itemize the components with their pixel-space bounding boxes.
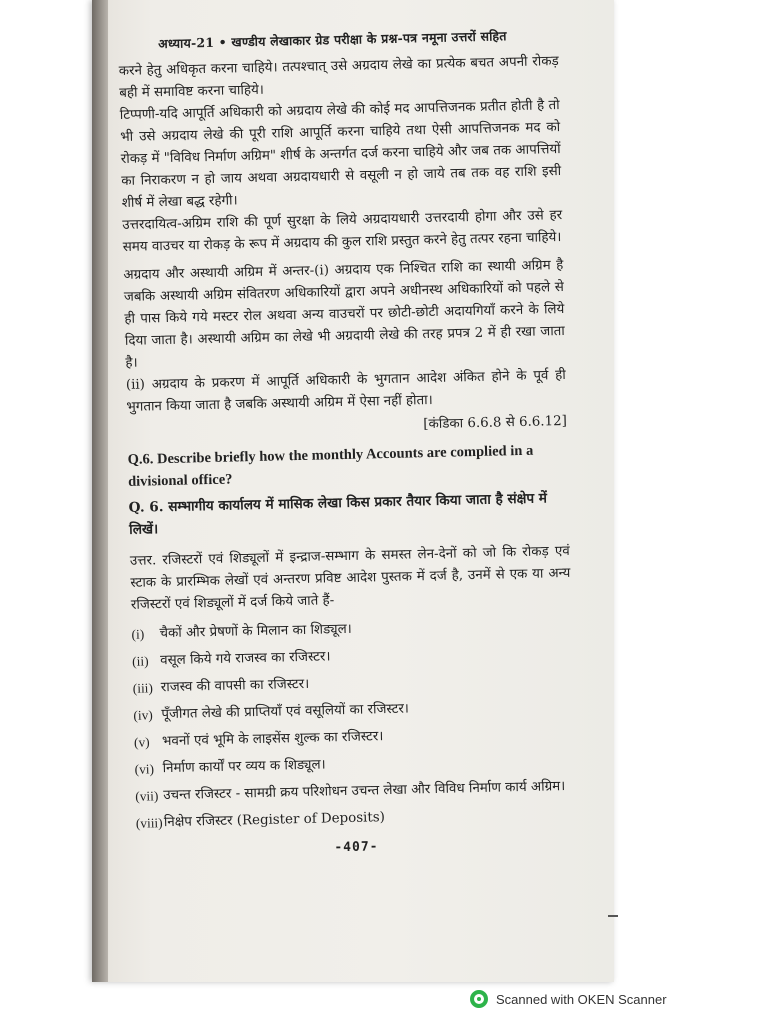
page-number: -407- — [334, 839, 379, 856]
list-item-number: (v) — [133, 734, 150, 750]
section-reference: [कंडिका 6.6.8 से 6.6.12] — [423, 413, 568, 433]
paragraph-difference-ii: (ii) अग्रदाय के प्रकरण में आपूर्ति अधिकारी के भुगतान आदेश अंकित होने के पूर्व ही भुगतान किया जाता है जबकि अस्थायी अग्रिम में ऐसा नहीं होता। — [125, 367, 566, 415]
answer-intro: उत्तर. रजिस्टरों एवं शिड्यूलों में इन्द्राज-सम्भाग के समस्त लेन-देनों को जो कि रोकड़ एवं स्टाक के प्रारम्भिक लेखों एवं अन्तरण प्रविष्ट आदेश पुस्तक में दर्ज है, उनमें से एक या अन्य रजिस्टरों एवं शिड्यूलों में दर्ज किये जाते हैं- — [129, 543, 571, 613]
list-item-number: (ii) — [132, 653, 149, 669]
list-item-number: (i) — [131, 626, 145, 642]
list-item-text: पूँजीगत लेखे की प्राप्तियाँ एवं वसूलियों का रजिस्टर। — [161, 701, 410, 723]
question-hindi: Q. 6. सम्भागीय कार्यालय में मासिक लेखा किस प्रकार तैयार किया जाता है संक्षेप में लिखें। — [128, 490, 548, 538]
list-item-number: (iv) — [133, 707, 153, 723]
paragraph-difference: अग्रदाय और अस्थायी अग्रिम में अन्तर-(i) अग्रदाय एक निश्चित राशि का स्थायी अग्रिम है जबकि अस्थायी अग्रिम संवितरण अधिकारियों द्वारा अपने अधीनस्थ अधिकारियों को पहले से ही पास किये गये मस्टर रोल अथवा अन्य वाउचरों पर छोटी-छोटी अदायगियाँ करने के लिये दिया जाता है। अस्थायी अग्रिम का लेखे भी अग्रदायी लेखे की तरह प्रपत्र 2 में ही रखा जाता है। — [123, 257, 565, 371]
list-item-text: निक्षेप रजिस्टर (Register of Deposits) — [163, 810, 386, 831]
paragraph-1: करने हेतु अधिकृत करना चाहिये। तत्पश्चात् उसे अग्रदाय लेखे का प्रत्येक बचत अपनी रोकड़ बही में समाविष्ट करना चाहिये। — [118, 54, 559, 101]
page-gutter-shadow — [92, 0, 108, 982]
list-item-number: (vi) — [134, 761, 155, 777]
list-item-text: उचन्त रजिस्टर - सामग्री क्रय परिशोधन उचन्त लेखा और विविध निर्माण कार्य अग्रिम। — [163, 779, 566, 804]
list-item-text: निर्माण कार्यों पर व्यय क शिड्यूल। — [162, 757, 326, 777]
list-item-text: राजस्व की वापसी का रजिस्टर। — [160, 676, 310, 696]
list-item-number: (viii) — [135, 815, 163, 831]
paragraph-note: टिप्पणी-यदि आपूर्ति अधिकारी को अग्रदाय लेखे की कोई मद आपत्तिजनक प्रतीत होती है तो भी उसे अग्रदाय लेखे की पूरी राशि आपूर्ति करना चाहिये तथा ऐसी आपत्तिजनक मद को रोकड़ में "विविध निर्माण अग्रिम" शीर्ष के अन्तर्गत दर्ज करना चाहिये और जब तक आपत्तियों का निराकरण न हो जाय अथवा अग्रदायधारी से वसूली न हो जाये तब तक वह राशि इसी शीर्ष में लेखा बद्ध रहेगी। — [119, 97, 562, 211]
running-header: अध्याय-21 • खण्डीय लेखाकार ग्रेड परीक्षा के प्रश्न-पत्र नमूना उत्तरों सहित — [158, 28, 507, 52]
list-item-number: (vii) — [135, 788, 159, 804]
page-mark — [608, 915, 618, 917]
question-english: Q.6. Describe briefly how the monthly Accounts are complied in a divisional office? — [127, 442, 534, 490]
page-content — [118, 26, 577, 860]
register-list — [131, 611, 576, 837]
list-item-text: वसूल किये गये राजस्व का रजिस्टर। — [160, 649, 331, 669]
scanner-label: Scanned with OKEN Scanner — [496, 991, 667, 1007]
paragraph-responsibility: उत्तरदायित्व-अग्रिम राशि की पूर्ण सुरक्षा के लिये अग्रदायधारी उत्तरदायी होगा और उसे हर समय वाउचर या रोकड़ के रूप में अग्रदाय की कुल राशि प्रस्तुत करने हेतु तत्पर रहना चाहिये। — [122, 207, 563, 255]
list-item-number: (iii) — [132, 680, 154, 696]
oken-scanner-icon — [470, 990, 488, 1008]
list-item-text: चैकों और प्रेषणों के मिलान का शिड्यूल। — [159, 621, 352, 642]
scanner-watermark — [470, 990, 667, 1008]
list-item-text: भवनों एवं भूमि के लाइसेंस शुल्क का रजिस्टर। — [161, 729, 384, 750]
